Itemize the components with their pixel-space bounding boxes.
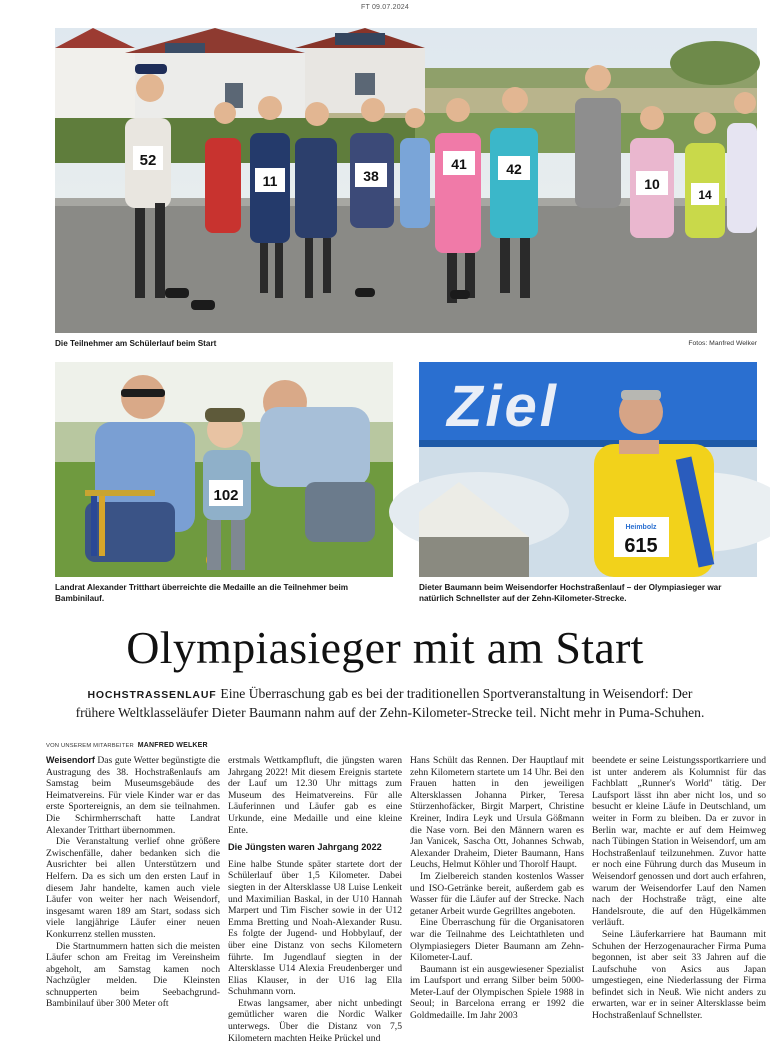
article-paragraph: Im Zielbereich standen kostenlos Wasser und ISO-Getränke bereit, außerdem gab es Wasser für die Läufer auf der Strecke. Nach getaner Arbeit wurde Gegrilltes angeboten. — [410, 870, 584, 917]
bib-615: 615 — [624, 535, 658, 557]
photo-right-caption: Dieter Baumann beim Weisendorfer Hochstraßenlauf – der Olympiasieger war natürlich Schnellster auf der Zehn-Kilometer-Strecke. — [419, 583, 722, 603]
lead-text: Eine Überraschung gab es bei der traditionellen Sportveranstaltung in Weisendorf: Der frühere Weltklasseläufer Dieter Baumann nahm auf der Zehn-Kilometer-Strecke teil. Nicht mehr in Puma-Schuhen. — [75, 686, 705, 720]
byline — [46, 742, 216, 749]
photo-top-caption: Die Teilnehmer am Schülerlauf beim Start — [55, 339, 217, 348]
article-paragraph: Hans Schült das Rennen. Der Hauptlauf mit zehn Kilometern startete um 14 Uhr. Bei den Frauen hatten in den jeweiligen Altersklassen Johanna Pirker, Teresa Stürzenhofäcker, Birgit Marpert, Christine Kreiner, Indira Leyk und Ursula Gößmann die Nase vorn. Bei den Männern waren es Jan Vanicek, Sascha Ott, Johannes Schwab, Alexander Draheim, Dieter Baumann, Hans Leuchs, Helmut Köhler und Thorolf Haupt. — [410, 755, 584, 871]
article-paragraph: Eine halbe Stunde später startete dort der Schülerlauf über 1,5 Kilometer. Dabei siegten in der Altersklasse U8 Luise Lenkeit und Maximilian Baskal, in der U10 Hannah Marpert und Tim Fischer sowie in der U12 Emma Bretting und Noah-Alexander Rusu. Es folgte der Jugend- und Hobbylauf, der über eine Distanz von sechs Kilometern führte. Im Jugendlauf siegten in der Altersklasse U14 Alexia Freudenberger und Elias Klauser, in der U16 lag Ella Schuhmann vorn. — [228, 858, 402, 998]
bib-38: 38 — [363, 168, 379, 184]
article-column-4 — [592, 755, 766, 1022]
runners-photo — [55, 28, 757, 333]
byline-prefix: VON UNSEREM MITARBEITER — [46, 743, 134, 749]
photo-dieter-baumann — [419, 362, 757, 577]
article-paragraph: Die Veranstaltung verlief ohne größere Zwischenfälle, daher bedanken sich die Ausrichter bei allen Unterstützern und Helfern. Da es sich um den ersten Lauf in diesem Jahr handelte, kamen auch viele Läufer von weiter her nach Weisendorf, insgesamt waren 189 am Start, sodass sich viele langjährige Läufer einer neuen Konkurrenz stellen mussten. — [46, 836, 220, 940]
bib-102: 102 — [213, 487, 239, 504]
article-paragraph: Etwas langsamer, aber nicht unbedingt gemütlicher waren die Nordic Walker unterwegs. Über die Distanz von 7,5 Kilometern machten Heike Prückel und — [228, 997, 402, 1044]
photo-bambinilauf-medal — [55, 362, 393, 577]
bib-11: 11 — [262, 173, 278, 189]
baumann-photo — [419, 362, 757, 577]
bib-42: 42 — [506, 161, 522, 177]
lead-paragraph — [70, 685, 710, 721]
photo-credit: Fotos: Manfred Welker — [688, 340, 757, 347]
dateline-location: Weisendorf — [46, 755, 95, 765]
subheading: Die Jüngsten waren Jahrgang 2022 — [228, 842, 382, 853]
article-column-2 — [228, 755, 402, 1044]
article-paragraph: Baumann ist ein ausgewiesener Spezialist im Laufsport und errang Silber beim 5000-Meter-Lauf der Olympischen Spiele 1988 in Seoul; in Barcelona errang er 1992 die Goldmedaille. Im Jahr 2003 — [410, 963, 584, 1022]
article-paragraph: Seine Läuferkarriere hat Baumann mit Schuhen der Herzogenauracher Firma Puma begonnen, ist aber seit 33 Jahren auf die Laufschuhe von Asics aus Japan umgestiegen, eine Niederlassung der Firma befindet sich in Neuß. Wie nicht anders zu erwarten, war er in seiner Altersklasse beim Hochstraßenlauf Schnellster. — [592, 928, 766, 1022]
finish-banner-text: Ziel — [447, 374, 559, 439]
article-paragraph: Weisendorf Das gute Wetter begünstigte die Austragung des 38. Hochstraßenlaufs am Samstag beim Museumsgebäude des Heimatvereins. Für viele Kinder war er das erste Sportereignis, an dem sie teilnahmen. Die Schirmherrschaft hatte Landrat Alexander Tritthart übernommen. — [46, 755, 220, 836]
article-paragraph: Eine Überraschung für die Organisatoren war die Teilnahme des Leichtathleten und Olympiasiegers Dieter Baumann am Zehn-Kilometer-Lauf. — [410, 917, 584, 964]
article-column-3 — [410, 755, 584, 1022]
bib-41: 41 — [451, 156, 467, 172]
dateline: FT 09.07.2024 — [360, 4, 409, 11]
article-paragraph: erstmals Wettkampfluft, die jüngsten waren Jahrgang 2022! Mit diesem Ereignis startete der Lauf um 12.30 Uhr mittags zum Museum des Heimatvereins. Für alle Läuferinnen und Läufer gab es eine Urkunde, eine Medaille und eine kleine Ente. — [228, 755, 402, 836]
headline: Olympiasieger mit am Start — [126, 622, 644, 673]
photo-left-caption: Landrat Alexander Tritthart überreichte die Medaille an die Teilnehmer beim Bambinilauf. — [55, 583, 349, 603]
kicker: HOCHSTRASSENLAUF — [87, 689, 217, 701]
article-column-1 — [46, 755, 220, 1010]
article-paragraph: beendete er seine Leistungssportkarriere und ist unter anderem als Kolumnist für das Fachblatt „Runner's World" tätig. Der Laufsport lässt ihn aber nicht los, und so besucht er kleine Läufe in Deutschland, um weiter in Form zu bleiben. Da er zuvor in Berlin war, machte er auf dem Heimweg nach Tübingen Station in Weisendorf, um am Hochstraßenlauf teilzunehmen. Zuvor hatte er noch eine Führung durch das Museum in Weisendorf genossen und dort auch erfahren, warum der Weisendorfer Lauf den Namen nach der Hochstraße trägt, eine alte Handelsroute, die auf den Hügelkämmen verläuft. — [592, 755, 766, 929]
sponsor-label: Heimbolz — [625, 524, 657, 531]
bib-10: 10 — [644, 176, 660, 192]
bib-14: 14 — [698, 188, 712, 202]
bib-52: 52 — [139, 152, 157, 169]
photo-schuelerlauf-start — [55, 28, 757, 333]
article-paragraph: Die Startnummern hatten sich die meisten Läufer schon am Freitag im Vereinsheim abgeholt, am Samstag kamen noch Nachzügler melden. Die Kleinsten schnupperten beim Seebachgrund-Bambinilauf über 300 Meter oft — [46, 940, 220, 1010]
medal-photo — [55, 362, 393, 577]
byline-author: MANFRED WELKER — [137, 742, 208, 749]
